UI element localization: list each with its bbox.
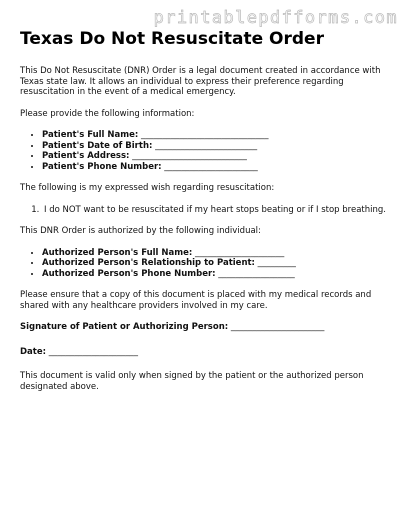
fill-blank: _________ [257, 258, 296, 268]
patient-address-field [42, 151, 394, 162]
authorized-person-list [20, 248, 394, 280]
wishes-list [20, 205, 394, 216]
authorized-phone-field [42, 269, 394, 280]
fill-blank: __________________ [218, 268, 295, 279]
watermark: printablepdfforms.com [153, 8, 398, 28]
fill-blank: ________________________ [155, 140, 258, 151]
signature-label: Signature of Patient or Authorizing Person: [20, 322, 229, 332]
date-label: Date: [20, 346, 47, 357]
patient-dob-field [42, 141, 394, 152]
date-field [20, 347, 394, 358]
fill-blank: ______________________ [164, 161, 258, 172]
wish-intro: The following is my expressed wish regarding resuscitation: [20, 183, 275, 193]
patient-full-name-field [42, 130, 394, 141]
wish-item: 1. I do NOT want to be resuscitated if my heart stops beating or if I stop breathing. [42, 205, 394, 216]
patient-info-list [20, 130, 394, 172]
fill-blank: _____________________ [195, 247, 285, 258]
page-title: Texas Do Not Resuscitate Order [20, 29, 324, 49]
field-label: Patient's Address: [42, 151, 130, 161]
intro-paragraph: This Do Not Resuscitate (DNR) Order is a legal document created in accordance with Texas state law. It allows an individual to express their preference regarding resuscitation in the event of a medical emergency. [20, 66, 381, 97]
field-label: Authorized Person's Relationship to Patient: [42, 258, 255, 268]
field-label: Patient's Phone Number: [42, 161, 162, 172]
field-label: Patient's Full Name: [42, 130, 139, 140]
validity-note: This document is valid only when signed by the patient or the authorized person designated above. [20, 371, 364, 392]
authorized-relationship-field [42, 258, 394, 269]
fill-blank: ___________________________ [132, 151, 247, 161]
signature-blank: ______________________ [230, 322, 325, 332]
patient-phone-field [42, 162, 394, 173]
authorization-intro: This DNR Order is authorized by the following individual: [20, 226, 261, 236]
date-blank: _____________________ [48, 346, 138, 357]
copy-notice: Please ensure that a copy of this document is placed with my medical records and shared with any healthcare providers involved in my care. [20, 290, 372, 311]
signature-field [20, 322, 394, 333]
info-prompt: Please provide the following information: [20, 108, 195, 119]
authorized-name-field [42, 248, 394, 259]
document-page [20, 28, 394, 403]
field-label: Patient's Date of Birth: [42, 140, 153, 151]
field-label: Authorized Person's Full Name: [42, 247, 193, 258]
fill-blank: ______________________________ [141, 130, 269, 140]
field-label: Authorized Person's Phone Number: [42, 268, 216, 279]
